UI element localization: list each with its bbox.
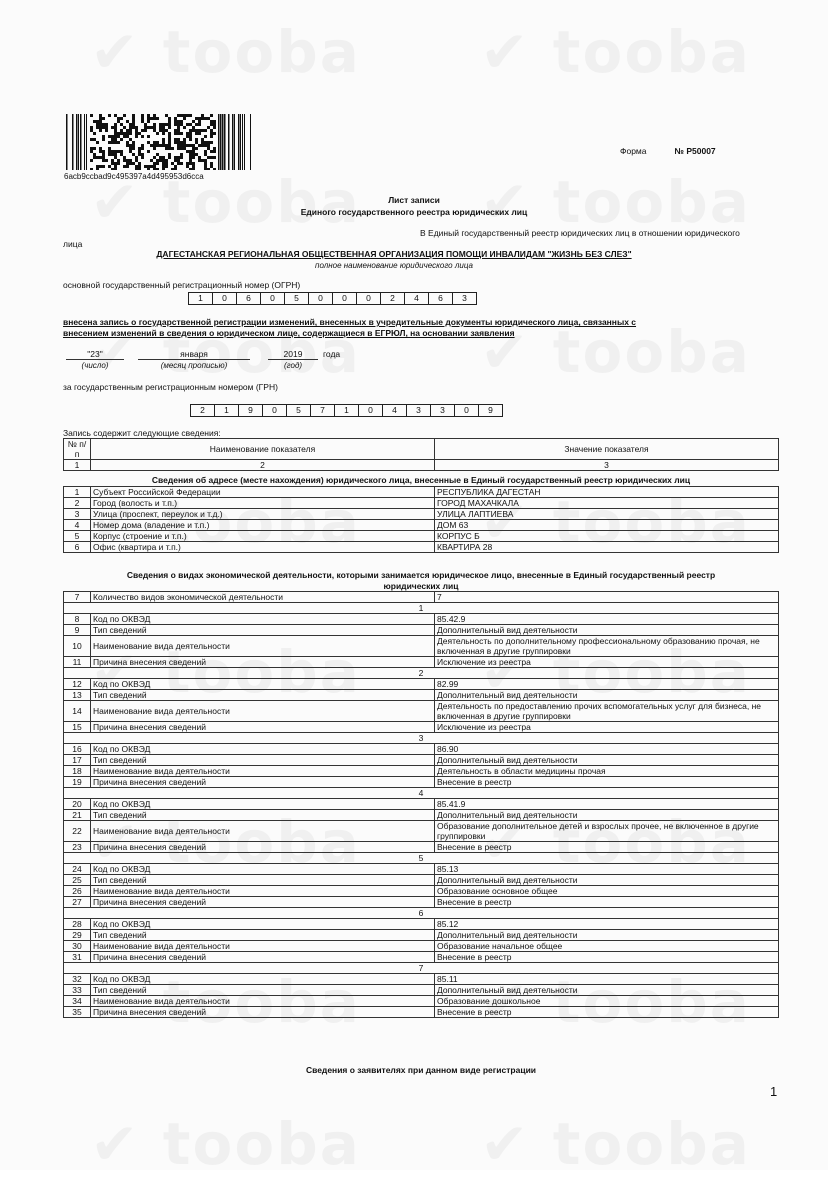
- row-number-cell: 24: [64, 864, 91, 875]
- watermark-text: [90, 1110, 361, 1178]
- table-row: [64, 498, 779, 509]
- indicator-name-cell: Причина внесения сведений: [91, 722, 435, 733]
- row-number-cell: 22: [64, 821, 91, 842]
- table-row: [64, 974, 779, 985]
- row-number-cell: 33: [64, 985, 91, 996]
- table-row: [64, 777, 779, 788]
- indicator-name-cell: Количество видов экономической деятельности: [91, 592, 435, 603]
- indicator-name-cell: Наименование вида деятельности: [91, 941, 435, 952]
- watermark-text: [90, 18, 361, 86]
- indicator-value-cell: 82.99: [435, 679, 779, 690]
- digit-cell: 0: [261, 293, 285, 304]
- header-index-cell: 3: [435, 460, 779, 471]
- row-number-cell: 4: [64, 520, 91, 531]
- digit-cell: 9: [488, 405, 493, 415]
- date-month-caption: (месяц прописью): [160, 361, 228, 370]
- indicator-value-cell: Деятельность по дополнительному профессиональному образованию прочая, не включенная в другие группировки: [435, 636, 779, 657]
- indicator-value-cell: Внесение в реестр: [435, 1007, 779, 1018]
- digit-cell: 1: [189, 293, 213, 304]
- indicator-value-cell: 7: [435, 592, 779, 603]
- date-day-caption: (число): [81, 361, 109, 370]
- table-row: [64, 701, 779, 722]
- row-number-cell: 17: [64, 755, 91, 766]
- row-number-cell: 27: [64, 897, 91, 908]
- digit-cell: 3: [462, 293, 467, 303]
- indicator-value-cell: Исключение из реестра: [435, 722, 779, 733]
- group-number-cell: 3: [64, 733, 779, 744]
- barcode-hash: 6acb9ccbad9c495397a4d495953d6cca: [64, 172, 204, 181]
- digit-cell: 5: [285, 293, 309, 304]
- indicator-value-cell: Дополнительный вид деятельности: [435, 810, 779, 821]
- table-row: [64, 875, 779, 886]
- table-row: [64, 722, 779, 733]
- table-row: [64, 821, 779, 842]
- indicator-value-cell: КВАРТИРА 28: [435, 542, 779, 553]
- row-number-cell: 8: [64, 614, 91, 625]
- organization-name: ДАГЕСТАНСКАЯ РЕГИОНАЛЬНАЯ ОБЩЕСТВЕННАЯ ОРГАНИЗАЦИЯ ПОМОЩИ ИНВАЛИДАМ "ЖИЗНЬ БЕЗ СЛЕЗ": [156, 249, 632, 259]
- indicator-name-cell: Город (волость и т.п.): [91, 498, 435, 509]
- indicator-value-cell: Образование дошкольное: [435, 996, 779, 1007]
- row-number-cell: 9: [64, 625, 91, 636]
- row-number-cell: 32: [64, 974, 91, 985]
- header-cell: № п/п: [64, 439, 91, 460]
- digit-cell: 0: [263, 405, 287, 416]
- form-label: [620, 146, 716, 156]
- date-year: 2019: [268, 349, 318, 360]
- table-row: [64, 520, 779, 531]
- digit-cell: 9: [239, 405, 263, 416]
- row-number-cell: 28: [64, 919, 91, 930]
- indicator-value-cell: Дополнительный вид деятельности: [435, 755, 779, 766]
- row-number-cell: 20: [64, 799, 91, 810]
- indicator-name-cell: Код по ОКВЭД: [91, 614, 435, 625]
- indicator-name-cell: Корпус (строение и т.п.): [91, 531, 435, 542]
- row-number-cell: 5: [64, 531, 91, 542]
- digit-cell: 0: [213, 293, 237, 304]
- row-number-cell: 1: [64, 487, 91, 498]
- row-number-cell: 34: [64, 996, 91, 1007]
- indicator-name-cell: Тип сведений: [91, 985, 435, 996]
- digit-cell: 2: [381, 293, 405, 304]
- table-row: [64, 941, 779, 952]
- header-cell: Значение показателя: [435, 439, 779, 460]
- indicator-name-cell: Код по ОКВЭД: [91, 744, 435, 755]
- indicator-value-cell: 85.12: [435, 919, 779, 930]
- indicator-value-cell: ДОМ 63: [435, 520, 779, 531]
- indicator-name-cell: Тип сведений: [91, 930, 435, 941]
- activities-table: [63, 591, 779, 1018]
- table-row: [64, 509, 779, 520]
- record-label: Запись содержит следующие сведения:: [63, 428, 221, 438]
- indicator-value-cell: 85.13: [435, 864, 779, 875]
- indicator-value-cell: Дополнительный вид деятельности: [435, 875, 779, 886]
- table-row: [64, 886, 779, 897]
- indicator-name-cell: Код по ОКВЭД: [91, 799, 435, 810]
- indicator-value-cell: Исключение из реестра: [435, 657, 779, 668]
- table-row: [64, 531, 779, 542]
- entry-line-2: внесением изменений в сведения о юридическом лице, содержащиеся в ЕГРЮЛ, на основании заявления: [63, 328, 515, 338]
- table-row: [64, 744, 779, 755]
- row-number-cell: 35: [64, 1007, 91, 1018]
- form-word: Форма: [620, 146, 647, 156]
- row-number-cell: 14: [64, 701, 91, 722]
- digit-cell: 0: [309, 293, 333, 304]
- table-row: [64, 636, 779, 657]
- address-table: [63, 486, 779, 553]
- digit-cell: 3: [431, 405, 455, 416]
- date-month: января: [138, 349, 250, 360]
- digit-cell: 5: [287, 405, 311, 416]
- digit-cell: 4: [405, 293, 429, 304]
- indicator-value-cell: Деятельность в области медицины прочая: [435, 766, 779, 777]
- row-number-cell: 30: [64, 941, 91, 952]
- ogrn-label: основной государственный регистрационный номер (ОГРН): [63, 280, 301, 290]
- organization-name-caption: полное наименование юридического лица: [315, 261, 473, 270]
- indicator-name-cell: Наименование вида деятельности: [91, 701, 435, 722]
- table-row: [64, 810, 779, 821]
- digit-cell: 0: [455, 405, 479, 416]
- group-number-cell: 2: [64, 668, 779, 679]
- entry-line-1: внесена запись о государственной регистрации изменений, внесенных в учредительные документы юридического лица, связанных с: [63, 317, 637, 327]
- indicator-value-cell: Дополнительный вид деятельности: [435, 985, 779, 996]
- indicator-value-cell: Внесение в реестр: [435, 897, 779, 908]
- applicants-section-title: Сведения о заявителях при данном виде регистрации: [305, 1065, 537, 1075]
- table-row: [64, 603, 779, 614]
- table-row: [64, 460, 779, 471]
- group-number-cell: 4: [64, 788, 779, 799]
- table-row: [64, 592, 779, 603]
- table-row: [64, 733, 779, 744]
- indicator-name-cell: Улица (проспект, переулок и т.д.): [91, 509, 435, 520]
- table-row: [64, 908, 779, 919]
- digit-cell: 6: [429, 293, 453, 304]
- row-number-cell: 11: [64, 657, 91, 668]
- row-number-cell: 10: [64, 636, 91, 657]
- indicator-name-cell: Код по ОКВЭД: [91, 974, 435, 985]
- indicator-name-cell: Наименование вида деятельности: [91, 821, 435, 842]
- indicator-name-cell: Наименование вида деятельности: [91, 766, 435, 777]
- table-row: [64, 952, 779, 963]
- group-number-cell: 7: [64, 963, 779, 974]
- row-number-cell: 2: [64, 498, 91, 509]
- indicator-value-cell: Внесение в реестр: [435, 777, 779, 788]
- indicator-value-cell: 85.41.9: [435, 799, 779, 810]
- indicator-value-cell: Дополнительный вид деятельности: [435, 625, 779, 636]
- sheet-subtitle: Единого государственного реестра юридических лиц: [300, 207, 528, 217]
- digit-cell: 0: [357, 293, 381, 304]
- indicator-value-cell: Деятельность по предоставлению прочих вспомогательных услуг для бизнеса, не включенная в другие группировки: [435, 701, 779, 722]
- table-row: [64, 657, 779, 668]
- row-number-cell: 12: [64, 679, 91, 690]
- row-number-cell: 13: [64, 690, 91, 701]
- indicator-name-cell: Код по ОКВЭД: [91, 864, 435, 875]
- indicator-name-cell: Тип сведений: [91, 755, 435, 766]
- digit-cell: 1: [335, 405, 359, 416]
- indicator-value-cell: РЕСПУБЛИКА ДАГЕСТАН: [435, 487, 779, 498]
- digit-cell: 2: [191, 405, 215, 416]
- indicator-name-cell: Тип сведений: [91, 810, 435, 821]
- indicator-value-cell: 86.90: [435, 744, 779, 755]
- watermark-text: [480, 18, 751, 86]
- digit-cell: 0: [359, 405, 383, 416]
- indicator-value-cell: Дополнительный вид деятельности: [435, 930, 779, 941]
- indicator-name-cell: Наименование вида деятельности: [91, 636, 435, 657]
- intro-line-2: лица: [63, 239, 83, 249]
- table-row: [64, 542, 779, 553]
- indicator-value-cell: Внесение в реестр: [435, 952, 779, 963]
- table-row: [64, 788, 779, 799]
- table-row: [64, 690, 779, 701]
- indicator-name-cell: Субъект Российской Федерации: [91, 487, 435, 498]
- grn-cells: [190, 404, 503, 417]
- form-number: № Р50007: [674, 146, 716, 156]
- table-row: [64, 985, 779, 996]
- indicator-name-cell: Причина внесения сведений: [91, 897, 435, 908]
- indicator-name-cell: Тип сведений: [91, 625, 435, 636]
- intro-line-1: В Единый государственный реестр юридических лиц в отношении юридического: [420, 228, 740, 238]
- page-number: 1: [770, 1084, 778, 1099]
- row-number-cell: 26: [64, 886, 91, 897]
- date-year-caption: (год): [283, 361, 303, 370]
- indicator-name-cell: Причина внесения сведений: [91, 952, 435, 963]
- indicator-value-cell: ГОРОД МАХАЧКАЛА: [435, 498, 779, 509]
- digit-cell: 1: [215, 405, 239, 416]
- indicator-name-cell: Причина внесения сведений: [91, 842, 435, 853]
- barcode-image: [66, 114, 252, 170]
- indicator-name-cell: Тип сведений: [91, 875, 435, 886]
- table-row: [64, 755, 779, 766]
- table-row: [64, 614, 779, 625]
- group-number-cell: 1: [64, 603, 779, 614]
- table-row: [64, 679, 779, 690]
- indicator-value-cell: КОРПУС Б: [435, 531, 779, 542]
- table-row: [64, 930, 779, 941]
- table-row: [64, 996, 779, 1007]
- table-row: [64, 668, 779, 679]
- table-row: [64, 853, 779, 864]
- ogrn-cells: [188, 292, 477, 305]
- table-row: [64, 919, 779, 930]
- table-row: [64, 439, 779, 460]
- row-number-cell: 23: [64, 842, 91, 853]
- indicator-name-cell: Номер дома (владение и т.п.): [91, 520, 435, 531]
- row-number-cell: 18: [64, 766, 91, 777]
- activities-section-title-line-1: Сведения о видах экономической деятельности, которыми занимается юридическое лицо, внесенные в Единый государственный реестр: [126, 570, 716, 580]
- group-number-cell: 5: [64, 853, 779, 864]
- record-header-table: [63, 438, 779, 471]
- watermark-text: [480, 318, 751, 386]
- row-number-cell: 29: [64, 930, 91, 941]
- row-number-cell: 3: [64, 509, 91, 520]
- address-section-title: Сведения об адресе (месте нахождения) юридического лица, внесенные в Единый государственный реестр юридических лиц: [151, 475, 691, 485]
- indicator-value-cell: Образование основное общее: [435, 886, 779, 897]
- date-year-word: года: [323, 349, 341, 359]
- indicator-value-cell: 85.42.9: [435, 614, 779, 625]
- indicator-name-cell: Наименование вида деятельности: [91, 886, 435, 897]
- indicator-value-cell: Внесение в реестр: [435, 842, 779, 853]
- table-row: [64, 487, 779, 498]
- table-row: [64, 864, 779, 875]
- indicator-value-cell: Образование дополнительное детей и взрослых прочее, не включенное в другие группировки: [435, 821, 779, 842]
- row-number-cell: 25: [64, 875, 91, 886]
- digit-cell: 3: [407, 405, 431, 416]
- table-row: [64, 799, 779, 810]
- digit-cell: 4: [383, 405, 407, 416]
- indicator-value-cell: Образование начальное общее: [435, 941, 779, 952]
- indicator-value-cell: УЛИЦА ЛАПТИЕВА: [435, 509, 779, 520]
- watermark-text: [480, 1110, 751, 1178]
- header-index-cell: 1: [64, 460, 91, 471]
- row-number-cell: 19: [64, 777, 91, 788]
- digit-cell: 0: [333, 293, 357, 304]
- table-row: [64, 842, 779, 853]
- grn-label: за государственным регистрационным номером (ГРН): [63, 382, 278, 392]
- indicator-value-cell: Дополнительный вид деятельности: [435, 690, 779, 701]
- date-day: "23": [66, 349, 124, 360]
- indicator-name-cell: Код по ОКВЭД: [91, 679, 435, 690]
- row-number-cell: 31: [64, 952, 91, 963]
- row-number-cell: 21: [64, 810, 91, 821]
- indicator-name-cell: Тип сведений: [91, 690, 435, 701]
- table-row: [64, 766, 779, 777]
- digit-cell: 6: [237, 293, 261, 304]
- table-row: [64, 897, 779, 908]
- table-row: [64, 963, 779, 974]
- indicator-name-cell: Причина внесения сведений: [91, 657, 435, 668]
- row-number-cell: 6: [64, 542, 91, 553]
- indicator-name-cell: Наименование вида деятельности: [91, 996, 435, 1007]
- row-number-cell: 15: [64, 722, 91, 733]
- indicator-name-cell: Причина внесения сведений: [91, 777, 435, 788]
- header-cell: Наименование показателя: [91, 439, 435, 460]
- row-number-cell: 16: [64, 744, 91, 755]
- indicator-name-cell: Причина внесения сведений: [91, 1007, 435, 1018]
- table-row: [64, 1007, 779, 1018]
- indicator-name-cell: Офис (квартира и т.п.): [91, 542, 435, 553]
- indicator-name-cell: Код по ОКВЭД: [91, 919, 435, 930]
- sheet-title: Лист записи: [388, 195, 440, 205]
- indicator-value-cell: 85.11: [435, 974, 779, 985]
- group-number-cell: 6: [64, 908, 779, 919]
- row-number-cell: 7: [64, 592, 91, 603]
- table-row: [64, 625, 779, 636]
- digit-cell: 7: [311, 405, 335, 416]
- header-index-cell: 2: [91, 460, 435, 471]
- activities-section-title-line-2: юридических лиц: [383, 581, 459, 591]
